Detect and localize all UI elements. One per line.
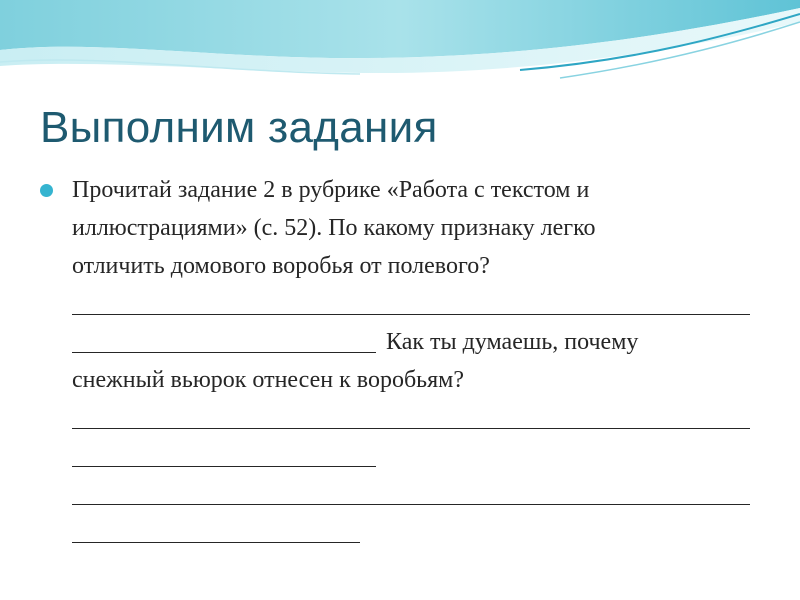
answer-blank-line: [72, 437, 762, 475]
question2-line1: Как ты думаешь, почему: [386, 329, 639, 355]
answer-blank-3: [72, 399, 750, 429]
question2-row: [72, 323, 762, 361]
question1-line1: Прочитай задание 2 в рубрике «Работа с текстом и: [72, 177, 590, 203]
slide-title: Выполним задания: [40, 103, 438, 152]
answer-blank-line: [72, 399, 762, 437]
answer-blank-4: [72, 437, 376, 467]
answer-blank-line: [72, 285, 762, 323]
answer-blank-line: [72, 513, 762, 551]
task-text: [72, 171, 762, 551]
answer-blank-6: [72, 513, 360, 543]
answer-blank-1: [72, 285, 750, 315]
decorative-wave-header: [0, 0, 800, 100]
bullet-dot-icon: [40, 184, 53, 197]
answer-blank-2: [72, 323, 376, 353]
answer-blank-line: [72, 475, 762, 513]
question1-line2: иллюстрациями» (с. 52). По какому признаку легко: [72, 215, 596, 241]
question2-line2: снежный вьюрок отнесен к воробьям?: [72, 367, 464, 393]
question1-line3: отличить домового воробья от полевого?: [72, 253, 490, 279]
answer-blank-5: [72, 475, 750, 505]
